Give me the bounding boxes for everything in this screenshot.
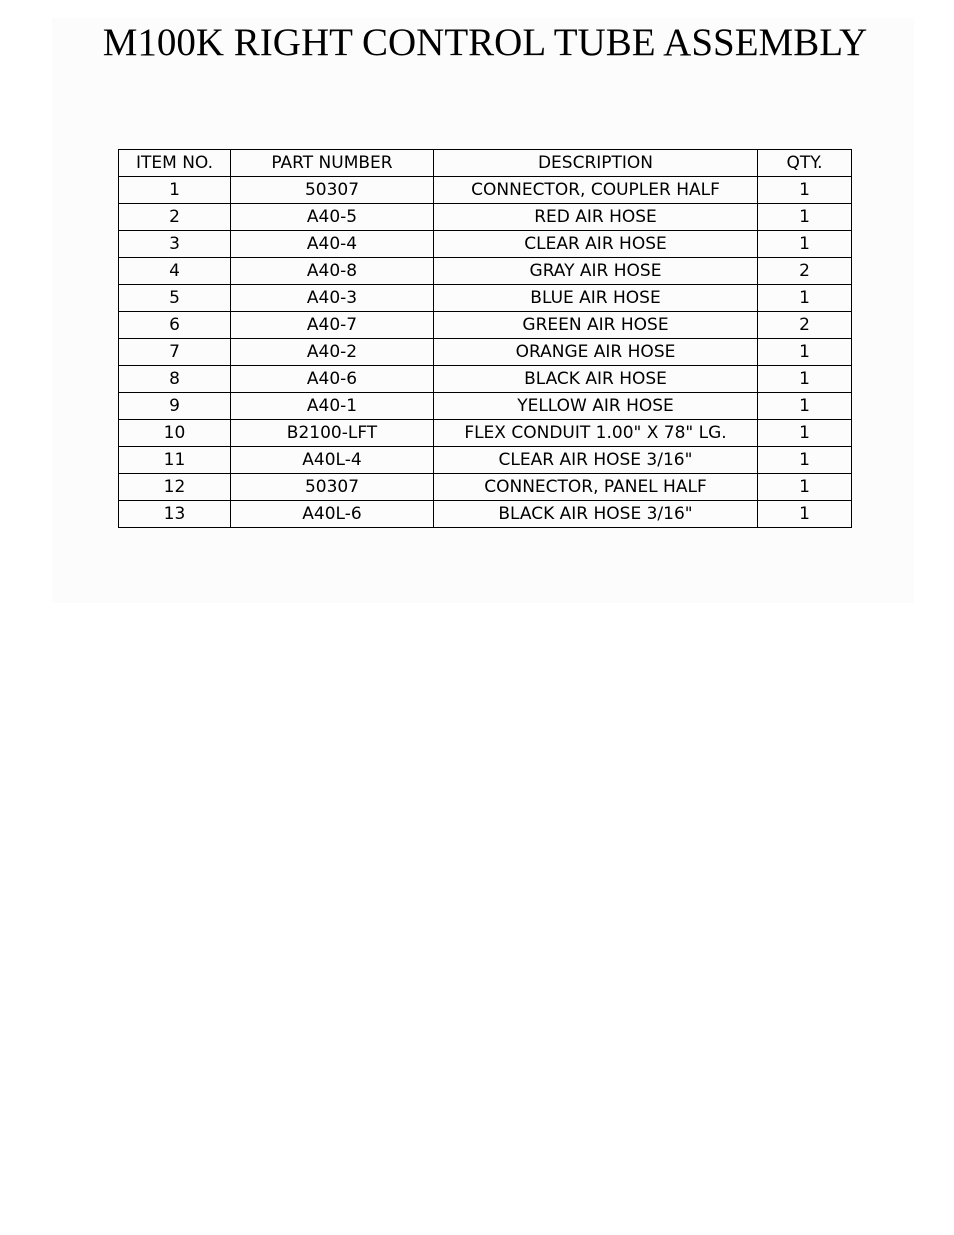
header-part-number: PART NUMBER [231,150,434,177]
description-cell: CLEAR AIR HOSE 3/16" [434,447,758,474]
item-no-cell: 1 [119,177,231,204]
table-row [119,474,852,501]
table-row [119,339,852,366]
item-no-cell: 8 [119,366,231,393]
item-no-cell: 13 [119,501,231,528]
item-no-cell: 9 [119,393,231,420]
part-number-cell: B2100-LFT [231,420,434,447]
description-cell: BLUE AIR HOSE [434,285,758,312]
part-number-cell: A40-8 [231,258,434,285]
table-row [119,312,852,339]
item-no-cell: 7 [119,339,231,366]
part-number-cell: A40-4 [231,231,434,258]
table-row [119,177,852,204]
header-qty: QTY. [758,150,852,177]
part-number-cell: 50307 [231,177,434,204]
part-number-cell: A40-3 [231,285,434,312]
qty-cell: 1 [758,393,852,420]
description-cell: CONNECTOR, PANEL HALF [434,474,758,501]
page-title: M100K RIGHT CONTROL TUBE ASSEMBLY [102,21,868,64]
table-row [119,366,852,393]
table-row [119,204,852,231]
table-row [119,447,852,474]
qty-cell: 1 [758,204,852,231]
table-header-row [119,150,852,177]
description-cell: BLACK AIR HOSE [434,366,758,393]
description-cell: GREEN AIR HOSE [434,312,758,339]
qty-cell: 1 [758,285,852,312]
description-cell: CLEAR AIR HOSE [434,231,758,258]
description-cell: ORANGE AIR HOSE [434,339,758,366]
item-no-cell: 11 [119,447,231,474]
qty-cell: 1 [758,366,852,393]
qty-cell: 1 [758,231,852,258]
qty-cell: 1 [758,177,852,204]
part-number-cell: A40L-4 [231,447,434,474]
part-number-cell: 50307 [231,474,434,501]
table-row [119,231,852,258]
item-no-cell: 4 [119,258,231,285]
description-cell: GRAY AIR HOSE [434,258,758,285]
qty-cell: 2 [758,312,852,339]
qty-cell: 2 [758,258,852,285]
description-cell: CONNECTOR, COUPLER HALF [434,177,758,204]
table-row [119,501,852,528]
qty-cell: 1 [758,501,852,528]
table-row [119,258,852,285]
part-number-cell: A40-1 [231,393,434,420]
header-item-no: ITEM NO. [119,150,231,177]
description-cell: RED AIR HOSE [434,204,758,231]
description-cell: BLACK AIR HOSE 3/16" [434,501,758,528]
part-number-cell: A40-5 [231,204,434,231]
table-row [119,393,852,420]
part-number-cell: A40-2 [231,339,434,366]
item-no-cell: 10 [119,420,231,447]
part-number-cell: A40-6 [231,366,434,393]
qty-cell: 1 [758,339,852,366]
description-cell: YELLOW AIR HOSE [434,393,758,420]
qty-cell: 1 [758,474,852,501]
item-no-cell: 12 [119,474,231,501]
part-number-cell: A40L-6 [231,501,434,528]
header-description: DESCRIPTION [434,150,758,177]
parts-table [118,149,852,528]
item-no-cell: 3 [119,231,231,258]
description-cell: FLEX CONDUIT 1.00" X 78" LG. [434,420,758,447]
table-row [119,420,852,447]
item-no-cell: 2 [119,204,231,231]
qty-cell: 1 [758,447,852,474]
table-row [119,285,852,312]
part-number-cell: A40-7 [231,312,434,339]
qty-cell: 1 [758,420,852,447]
item-no-cell: 6 [119,312,231,339]
item-no-cell: 5 [119,285,231,312]
